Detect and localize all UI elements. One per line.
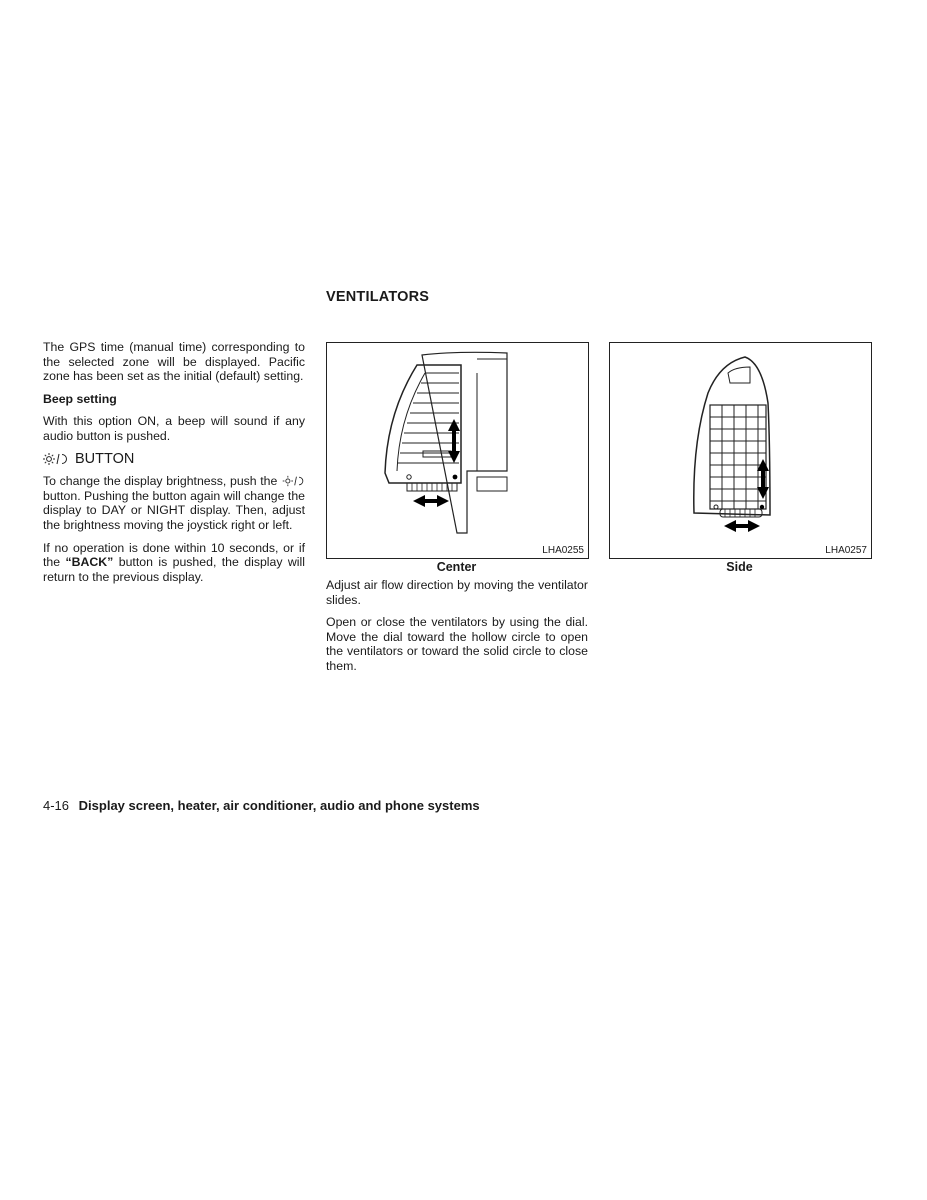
center-vent-illustration: [327, 343, 588, 558]
left-column: [43, 340, 305, 592]
airflow-paragraph: Adjust air flow direction by moving the ventilator slides.: [326, 578, 588, 607]
timeout-text-before: If no operation is done within 10 seconds, or if the: [43, 540, 305, 570]
ventilators-text: [326, 578, 588, 682]
side-vent-illustration: [610, 343, 871, 558]
figure-side-vent: [609, 342, 872, 559]
figure-center-code: LHA0255: [542, 545, 584, 556]
day-night-button-heading: [43, 452, 305, 467]
caption-center: Center: [436, 560, 477, 574]
brightness-paragraph: [43, 474, 305, 532]
brightness-text-before: To change the display brightness, push the: [43, 474, 278, 489]
footer-section-title: Display screen, heater, air conditioner, audio and phone systems: [78, 798, 480, 813]
beep-setting-heading: Beep setting: [43, 391, 117, 406]
dial-paragraph: Open or close the ventilators by using the dial. Move the dial toward the hollow circle to open the ventilators or toward the solid circle to close them.: [326, 615, 588, 673]
page-footer: [43, 798, 480, 813]
brightness-text-after: button. Pushing the button again will change the display to DAY or NIGHT display. Then, adjust the brightness moving the joystick right or left.: [43, 488, 305, 532]
button-heading-label: BUTTON: [75, 450, 135, 467]
caption-side: Side: [726, 560, 753, 574]
gps-time-paragraph: The GPS time (manual time) corresponding to the selected zone will be displayed. Pacific zone has been set as the initial (default) setting.: [43, 340, 305, 384]
sun-moon-inline-icon: [281, 475, 305, 487]
page-number: 4-16: [43, 798, 70, 813]
timeout-text-after: button is pushed, the display will return to the previous display.: [43, 555, 305, 584]
sun-moon-icon: [43, 452, 67, 466]
back-label: “BACK”: [65, 555, 114, 570]
ventilators-title: VENTILATORS: [326, 289, 430, 305]
beep-setting-paragraph: With this option ON, a beep will sound if any audio button is pushed.: [43, 414, 305, 443]
figure-center-vent: [326, 342, 589, 559]
figure-side-code: LHA0257: [825, 545, 867, 556]
timeout-paragraph: [43, 541, 305, 585]
